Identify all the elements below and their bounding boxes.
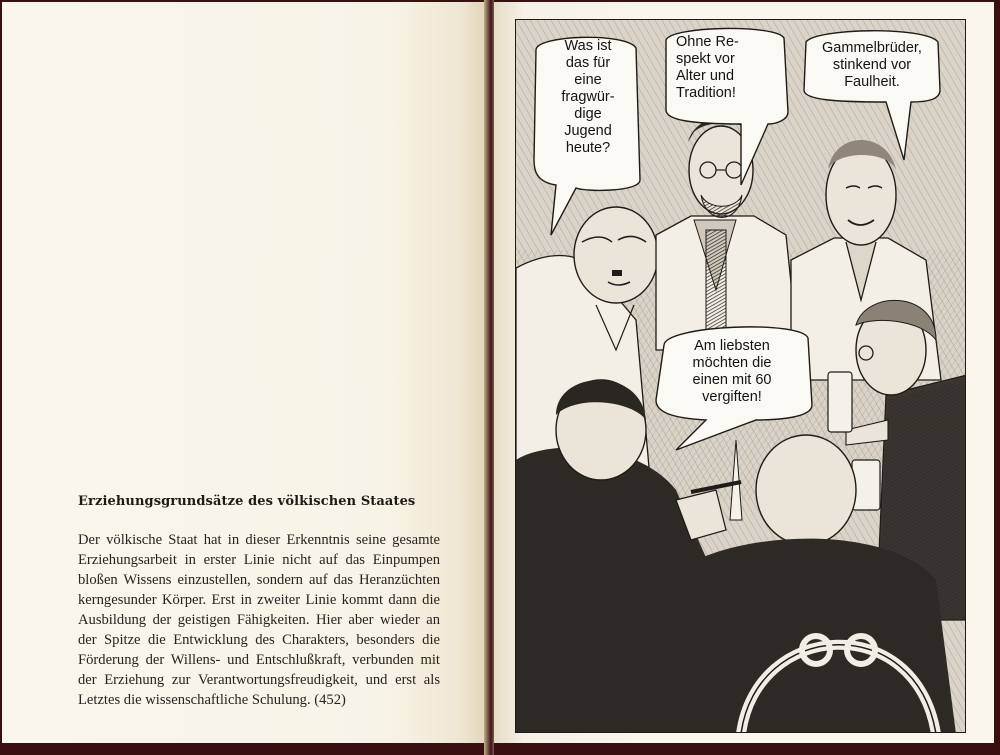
speech-bubble-text-1: Was ist das für eine fragwür- dige Jugend heute? — [561, 38, 615, 156]
left-page — [2, 2, 485, 743]
body-line: Letztes die wissenschaftliche Schulung. (452) — [78, 692, 346, 708]
speech-bubble-text-2: Ohne Re- spekt vor Alter und Tradition! — [676, 34, 739, 101]
body-line: Erziehungsarbeit in erster Linie nicht auf das Einpumpen — [78, 552, 440, 568]
speech-bubble-text-4: Am liebsten möchten die einen mit 60 vergiften! — [692, 338, 772, 405]
body-line: Ausbildung der geistigen Fähigkeiten. Hier aber wieder an — [78, 612, 440, 628]
body-line: Förderung der Willens- und Entschlußkraft, verbunden mit — [78, 652, 440, 668]
speech-bubble-text-3: Gammelbrüder, stinkend vor Faulheit. — [822, 40, 922, 90]
book-gutter — [484, 0, 494, 755]
section-heading: Erziehungsgrundsätze des völkischen Staates — [78, 494, 416, 509]
body-line: bloßen Wissens einzustellen, sondern auf das Heranzüchten — [78, 572, 440, 588]
body-paragraph — [78, 530, 440, 710]
cartoon-illustration — [515, 19, 966, 733]
body-line: kerngesunder Körper. Erst in zweiter Linie kommt dann die — [78, 592, 440, 608]
body-line: der Spitze die Entwicklung des Charakters, besonders die — [78, 632, 440, 648]
body-line: der Erziehung zur Verantwortungsfreudigkeit, und erst als — [78, 672, 440, 688]
body-line: Der völkische Staat hat in dieser Erkenntnis seine gesamte — [78, 532, 440, 548]
